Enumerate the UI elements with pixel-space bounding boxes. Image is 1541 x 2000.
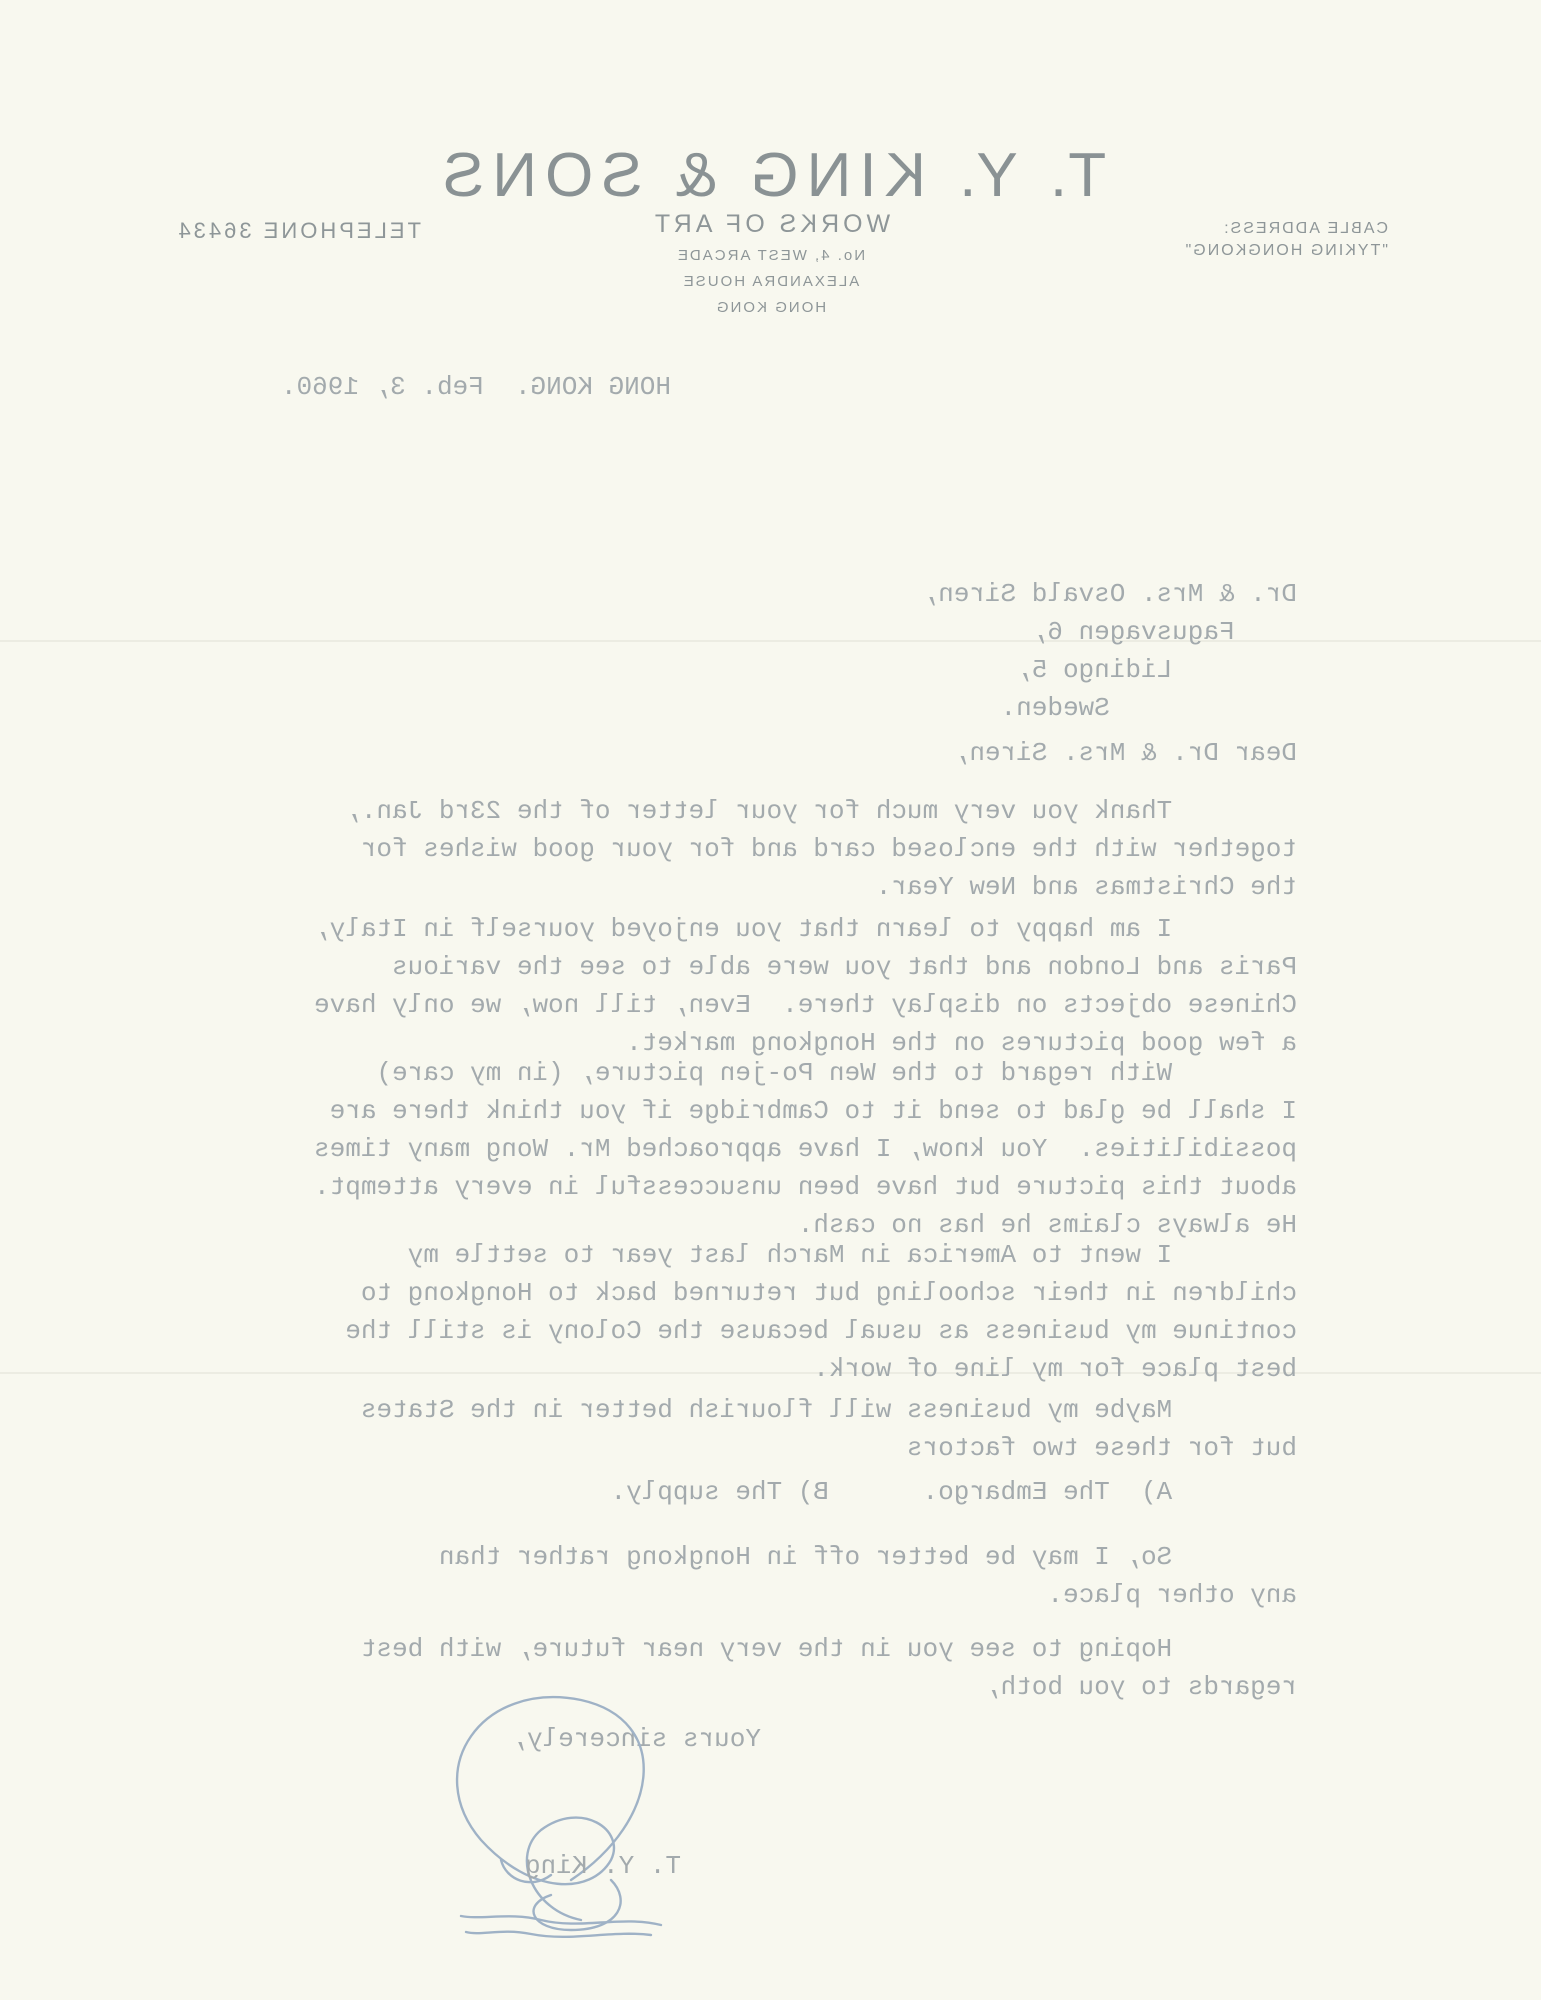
- body-paragraph: With regard to the Wen Po-jen picture, (in my care) I shall be glad to send it to Cambridge if you think there are possibilities. You know, I have approached Mr. Wong many times about this picture but have been unsuccessful in every attempt. He always claims he has no cash.: [314, 1058, 1297, 1240]
- cable-value: "TYKING HONGKONG": [1183, 242, 1388, 259]
- fold-line: [0, 640, 1541, 642]
- address-line: HONG KONG: [714, 299, 827, 316]
- closing: Yours sincerely,: [511, 1724, 761, 1754]
- body-paragraph: Maybe my business will flourish better in the States but for these two factors: [360, 1395, 1297, 1463]
- addressee-block: Dr. & Mrs. Osvald Siren, Fagusvagen 6, Lidingo 5, Sweden.: [922, 579, 1297, 723]
- cable-label: CABLE ADDRESS:: [1222, 220, 1388, 237]
- date-line: HONG KONG. Feb. 3, 1960.: [280, 372, 671, 402]
- factors-line: A) The Embargo. B) The supply.: [610, 1477, 1297, 1507]
- body-paragraph: I went to America in March last year to settle my children in their schooling but returned back to Hongkong to continue my business as usual because the Colony is still the best place for my line of work.: [345, 1240, 1297, 1384]
- company-name: T. Y. KING & SONS: [434, 141, 1107, 210]
- telephone: TELEPHONE 36434: [175, 218, 421, 243]
- address-line: ALEXANDRA HOUSE: [681, 273, 860, 290]
- typed-signature: T. Y. King: [524, 1851, 681, 1881]
- body-paragraph: I am happy to learn that you enjoyed yourself in Italy, Paris and London and that you were able to see the various Chinese objects on display there. Even, till now, we only have a few good pictures on the Hongkong market.: [314, 914, 1297, 1058]
- handwritten-signature: [361, 1680, 781, 1980]
- letterhead-center: [560, 210, 981, 321]
- address-line: No. 4, WEST ARCADE: [675, 247, 866, 264]
- cable-address: [1088, 218, 1388, 262]
- body-paragraph: So, I may be better off in Hongkong rather than any other place.: [438, 1542, 1297, 1610]
- body-paragraph: Hoping to see you in the very near future, with best regards to you both,: [360, 1634, 1297, 1702]
- body-paragraph: Thank you very much for your letter of the 23rd Jan., together with the enclosed card and for your good wishes for the Christmas and New Year.: [345, 796, 1297, 902]
- salutation: Dear Dr. & Mrs. Siren,: [953, 738, 1297, 768]
- tagline: WORKS OF ART: [650, 210, 891, 238]
